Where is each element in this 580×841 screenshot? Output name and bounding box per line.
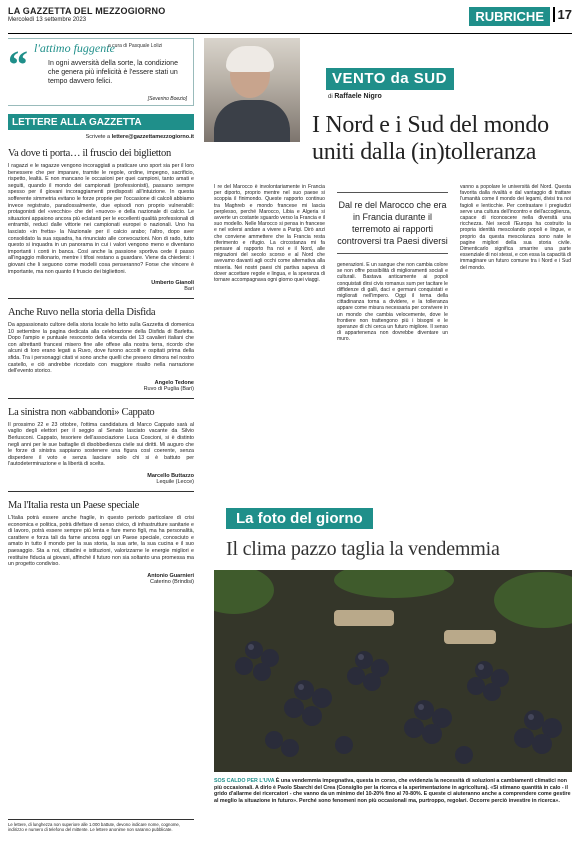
letter-body: I ragazzi e le ragazze vengono incoraggiati a praticare uno sport sia per il loro benessere che per imparare, tramite le regole, ordine, impegno, sacrificio, rispetto, lealtà. E non mancano le occasioni per quei campioni, tanto amati e seguiti, quando il mondo dei campionati (professionisti), passano sempre spesso per il giovani incoraggiamenti predisposti all'intuizione. In questa sofferente simmetria evitano le forze proprie per l'occasione di calcoli abbiamo invece registrato, paradossalmente, due episodi non proprio vulnerabili: protagonisti del «vecchio» che del «nuovo» e della nazionale di calcio. Le situazioni appaiono ancora più eclatanti per le eccellenti qualità professionali di entrambi, reduci dalle vittorie nei campionati europei o nazionali. Uno ha lasciato «in fretta» la Nazionale per il calcio arabo; l'altro, dopo aver consolidato la sua squadra, ha rinunciato alle convocazioni. Non di rado, tutto questo si inquadra in un panorama in cui i valori vengono meno e diventano importanti i conti in banca. Così anche la passione sportiva cede il passo all'ingaggio milionario, mentre i tifosi restano a guardare. Viene da chiedersi: i giovani che li seguono come modelli cosa penseranno? Forse che vincere è importante, ma non quanto il fruscio dei bigliettoni. (8, 163, 194, 275)
quote-heading: l'attimo fuggente (34, 41, 115, 55)
photo-of-day-label: La foto del giorno (226, 508, 373, 529)
caption-text: È una vendemmia impegnativa, questa in corso, che evidenzia la necessità di soluzioni a cambiamenti climatici non più occasionali. A dirlo è Paolo Sbarchi del Crea (Consiglio per la ricerca e la sperimentazione in agricoltura). «Si stimano quantità in calo - il grido d'allarme dei ricercatori - che vanno da un minimo del 10-20% fino al 70-80%. E queste ci aiuteranno anche a comprendere come gestire al meglio la situazione in futuro». Perché sono fenomeni non più occasionali ma, purtroppo, regolari. Occorre perciò investire in ricerca». (214, 778, 571, 804)
grapes-photo (214, 570, 572, 772)
quote-curator: a cura di Pasquale Lolizi (108, 43, 163, 49)
newspaper-title: LA GAZZETTA DEL MEZZOGIORNO (8, 6, 166, 16)
letter-item (8, 307, 194, 392)
letter-location: Bari (184, 286, 194, 293)
letter-signature: Umberto Gianoli (151, 280, 194, 287)
letter-item (8, 500, 194, 585)
article-body (214, 184, 572, 500)
letter-signature: Angelo Tedone (154, 379, 194, 386)
grapes-illustration (214, 570, 572, 772)
letters-contact-label: Scrivete a (85, 134, 111, 140)
letters-column (8, 38, 194, 832)
letter-body: Il prossimo 22 e 23 ottobre, l'ottima candidatura di Marco Cappato sarà al vaglio degli elettori per il seggio al Senato lasciato vacante da Silvio Berlusconi. Cappato, tesoriere dell'associazione Luca Coscioni, si è distinto negli anni per le sue battaglie di disobbedienza civile sui diritti. Mi auguro che le forze di sinistra sappiano sostenere una figura così coerente, senza disperdere il voto e senza lasciare solo chi si è battuto per l'autodeterminazione e la libertà di scelta. (8, 421, 194, 468)
article-column-2 (337, 184, 448, 500)
article-headline: I Nord e i Sud del mondo uniti dalla (in)tolleranza (312, 112, 549, 165)
caption-lead: SOS CALDO PER L'UVA (214, 778, 275, 784)
letter-signature: Antonio Guarnieri (147, 572, 194, 579)
letters-contact (8, 134, 194, 140)
letter-item (8, 407, 194, 485)
letter-title: La sinistra non «abbandoni» Cappato (8, 406, 155, 418)
divider (8, 491, 194, 492)
author-photo (204, 38, 300, 142)
photo-of-day-bar (204, 508, 572, 530)
letter-item (8, 148, 194, 292)
quote-box (8, 38, 194, 106)
masthead (8, 6, 572, 34)
pull-quote: Dal re del Marocco che era in Francia durante il terremoto ai rapporti controversi tra Paesi diversi (337, 192, 448, 254)
letter-title: Anche Ruvo nella storia della Disfida (8, 307, 156, 319)
photo-of-day-title: Il clima pazzo taglia la vendemmia (226, 538, 500, 560)
divider (8, 398, 194, 399)
letter-body: L'Italia potrà essere anche fragile, in questo periodo particolare di crisi economica e politica, potrà difettare di senso civico, di infrastrutture sanitarie e di lavoro, potrà essere sempre più lenta e fare meno figli, ma ha personalità, carattere e forza tali da farne ancora oggi un Paese speciale, conosciuto e amato in tutto il mondo per la sua storia, la sua arte, la sua cucina e il suo paesaggio. Sta a noi, cittadini e istituzioni, valorizzarne le energie migliori e restituire fiducia ai giovani, affinché il futuro non sia soltanto una promessa ma un progetto condiviso. (8, 515, 194, 568)
article-column-1: I re del Marocco è involontariamente in Francia per diporto, proprio mentre nel suo paese si scoppia il finimondo. Queste rapporto continuo tra Maghreb e mondo francese mi lascia perplesso, perché Marocco, Libia e Algeria si avverte un costante sguardo verso la Francia e il suo modello. Nelle Marocco si pensa in francese e nel volersi andare a vivere a Parigi. Dirò anzi che conviene ammettere che la Francia resta riferimento e rifugio. La circostanza mi fa pensare al rapporto fra noi e il Nord, alle migrazioni del secolo scorso e al Nord che avevamo davanti agli occhi come alternativa alla miseria. Nei nostri paesi chi partiva sapeva di dover accettare regole e lingua, e la speranza di tornare accompagnava ogni giorno quei viaggi. (214, 184, 325, 284)
column-author: Raffaele Nigro (334, 93, 382, 100)
divider (8, 298, 194, 299)
article-column-2-text: generazioni. E un sangue che non cambia colore se non offre possibilità di miglioramenti sociali e culturali. Bastava anticamente ai popoli conquistati dirsi civis romanus sum per tacitare le diffidenze di galli, daci e germani conquistati e migliorati nell'impero. Oggi il tema della cittadinanza torna a dividere, e la tolleranza appare come misura necessaria per convivere in un mondo che cambia velocemente, dove le frontiere non trattengono più i bisogni e le speranze di chi cerca un futuro migliore. Il senso di appartenenza non dovrebbe diventare un muro. (337, 262, 448, 343)
letter-body: Da appassionato cultore della storia locale ho letto sulla Gazzetta di domenica 10 settembre la pagina dedicata alla celebrazione della Disfida di Barletta. Dopo l'ampio e puntuale resoconto della vicenda dei 13 cavalieri italiani che con altrettanti francesi misero fine alle offese alla nostra terra, ricordo che alcuni di loro erano legati a Ruvo, dove furono accolti e ospitati prima della sfida. Tra i personaggi citati vi sono anche quelli che presero dimora nel nostro castello, e ciò andrebbe ricordato con maggiore risalto nella narrazione dell'evento storico. (8, 322, 194, 375)
quote-text: In ogni avversità della sorte, la condizione che genera più infelicità è l'essere stati un tempo davvero felici. (48, 60, 178, 85)
quote-author: [Severino Boezio] (147, 96, 187, 102)
letters-footnote: Le lettere, di lunghezza non superiore alle 1.000 battute, devono indicare nome, cognome, indirizzo e numero di telefono del mittente. Le lettere anonime non saranno pubblicate. (8, 819, 194, 832)
quote-mark-icon: “ (8, 42, 28, 87)
page-number: 17 (553, 7, 572, 22)
letter-title: Va dove ti porta… il fruscio dei biglietton (8, 148, 171, 159)
letters-heading: LETTERE ALLA GAZZETTA (8, 114, 194, 130)
column-byline (328, 93, 382, 100)
letter-signature: Marcello Buttazzo (147, 473, 194, 479)
letter-location: Ruvo di Puglia (Bari) (143, 385, 194, 392)
column-label: VENTO da SUD (326, 68, 454, 90)
section-label: RUBRICHE (469, 7, 550, 26)
article-column-3: vanno a popolare le università del Nord. Questa favorita dalla rivalità e dal vantaggio di trattare l'umanità come il mondo dei legami, divisi tra noi fagioli e lenticchie. Per contrastare i pregiudizi serve una cultura dell'incontro e dell'accoglienza, capace di riconoscere nella diversità una ricchezza. Nei secoli l'Europa ha costruito la propria identità mescolando popoli e lingue, e proprio da questa mescolanza sono nate le pagine migliori della sua storia civile. Dimenticarlo significa smarrire una parte essenziale di noi stessi, e con essa la capacità di immaginare un futuro comune tra i Nord e i Sud del mondo. (460, 184, 571, 271)
letter-location: Caterino (Brindisi) (149, 578, 194, 585)
photo-shirt (214, 100, 290, 142)
photo-caption (214, 778, 572, 804)
byline-prefix: di (328, 94, 333, 100)
letters-email-link[interactable]: lettere@gazzettamezzogiorno.it (111, 134, 194, 140)
photo-hair (226, 46, 274, 72)
issue-date: Mercoledì 13 settembre 2023 (8, 17, 87, 23)
letter-title: Ma l'Italia resta un Paese speciale (8, 500, 140, 511)
letter-location: Lequile (Lecce) (156, 479, 194, 485)
